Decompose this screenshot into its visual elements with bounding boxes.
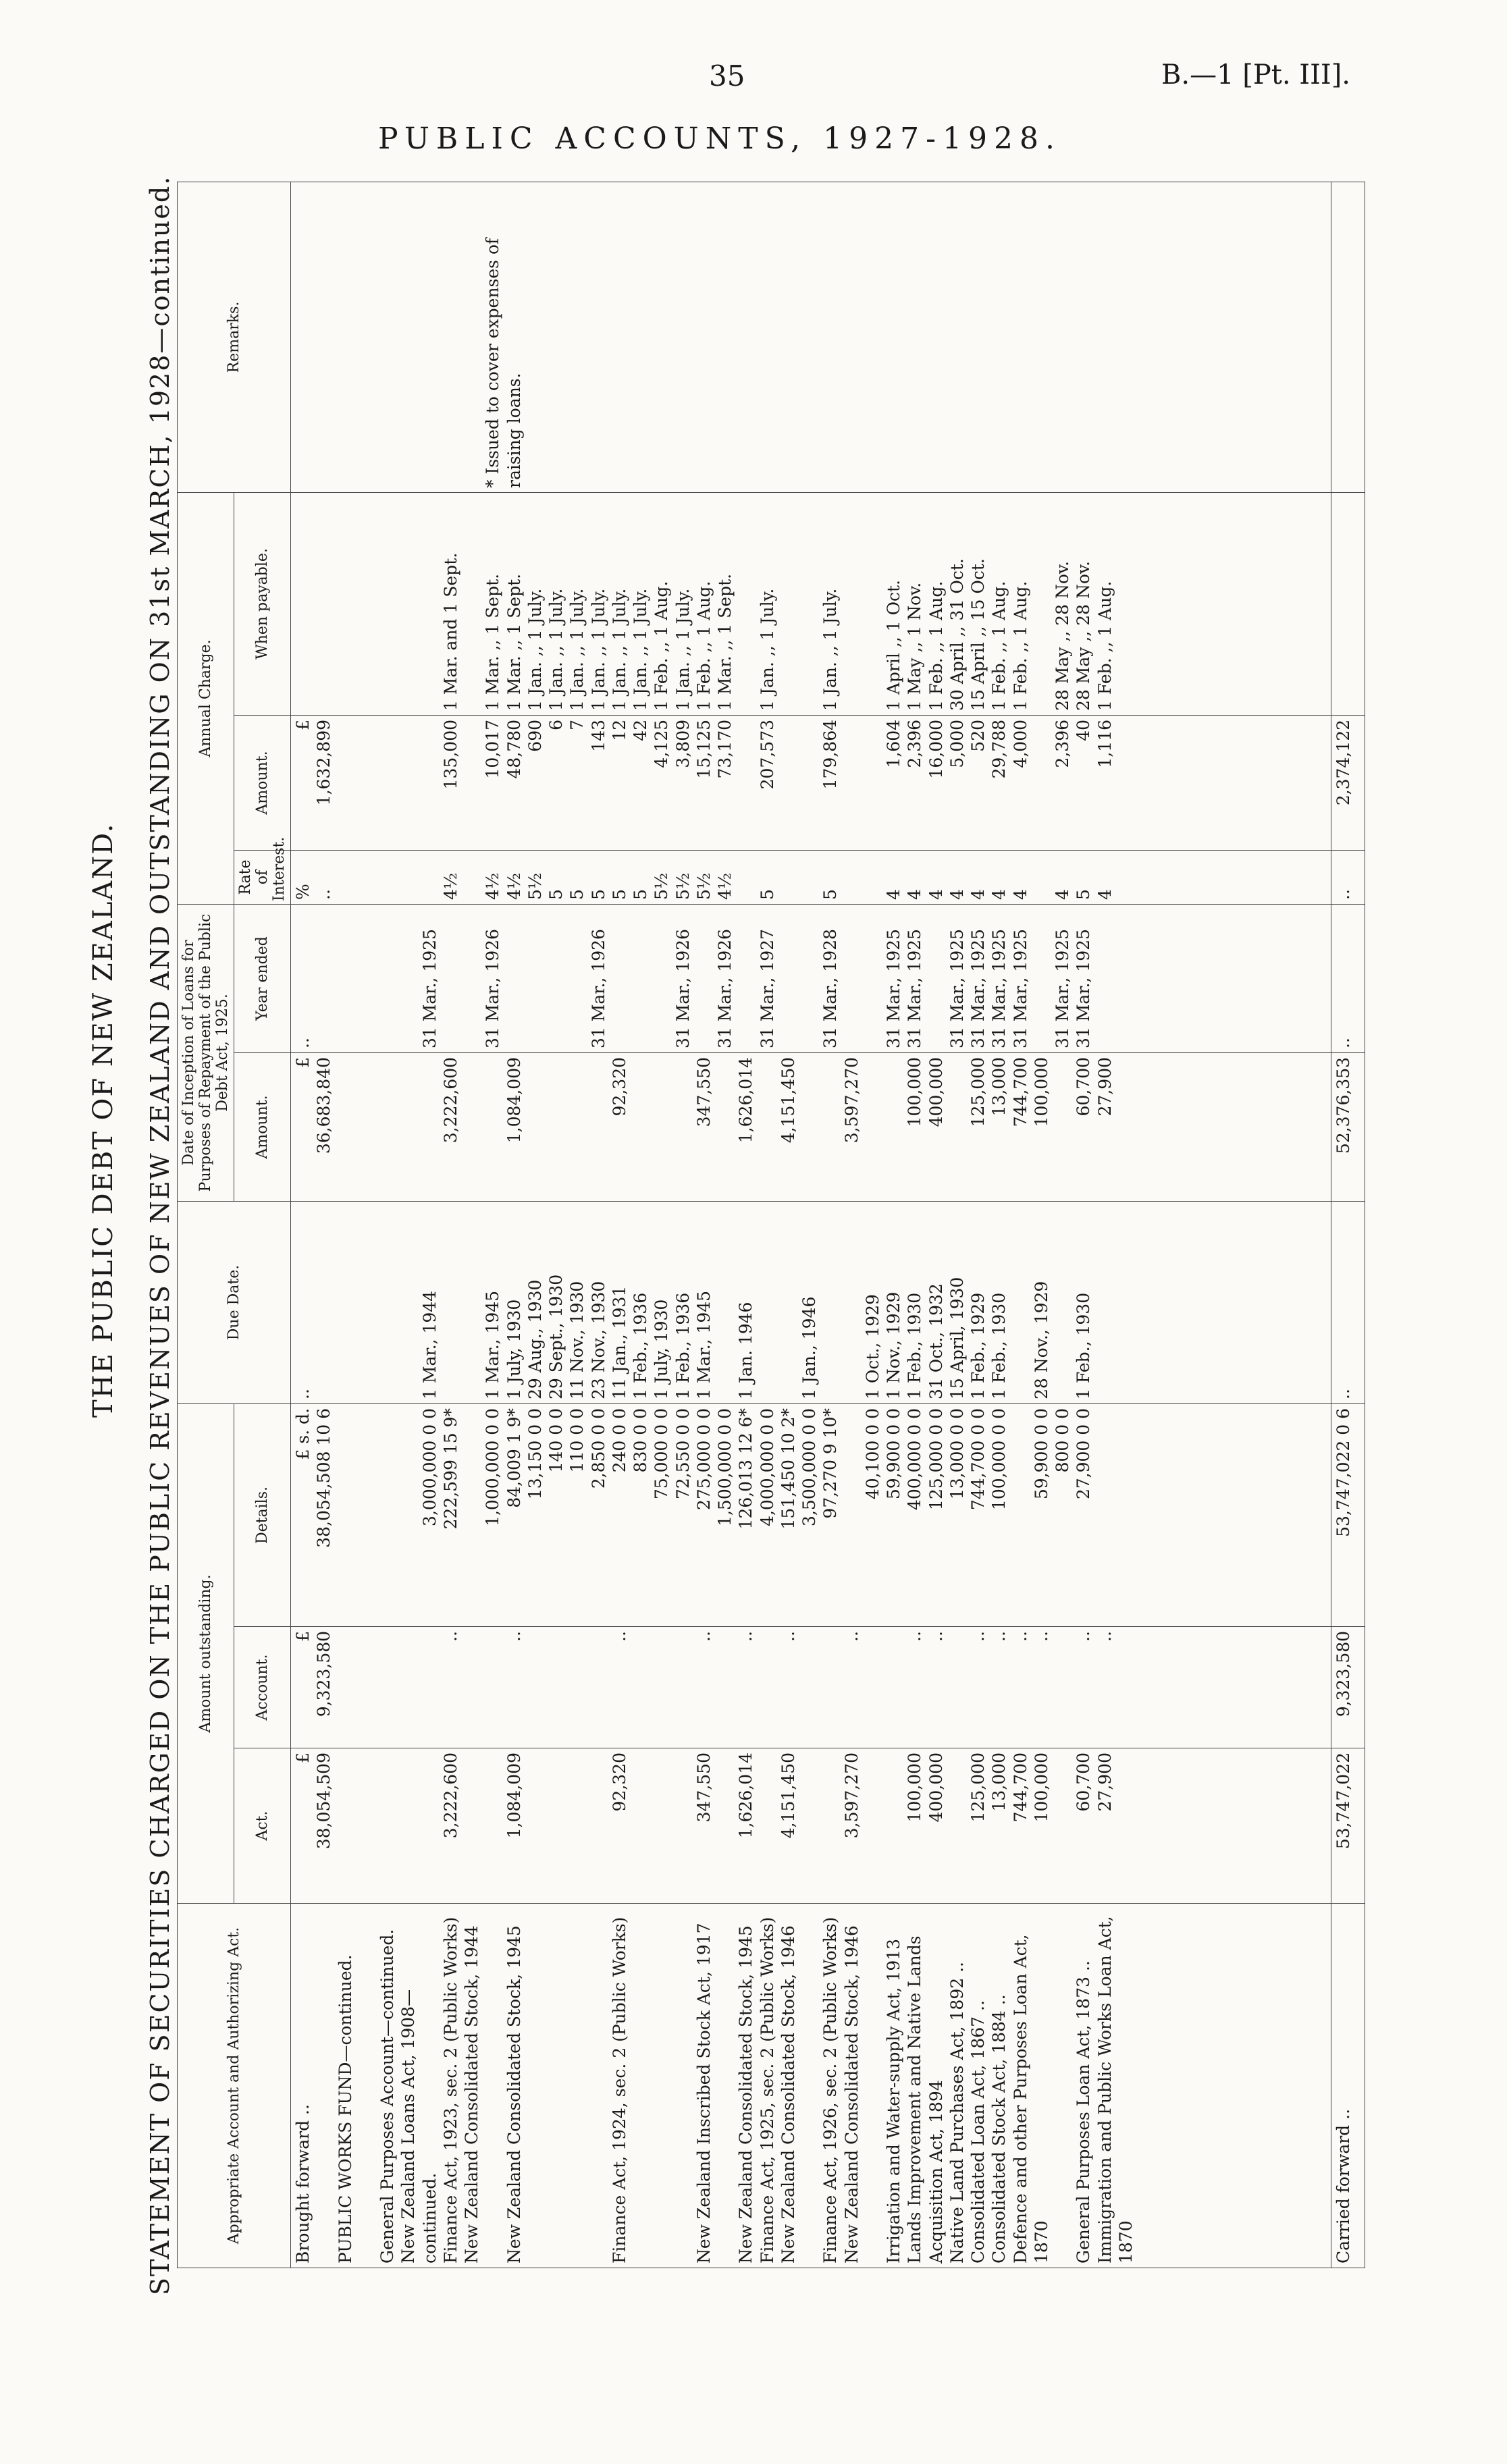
series-label: B.—1 [Pt. III]. — [1161, 59, 1351, 90]
running-title: PUBLIC ACCOUNTS, 1927-1928. — [378, 122, 1061, 156]
total-inc-year: .. — [1331, 904, 1365, 1052]
debt-table-wrapper — [177, 182, 1365, 2268]
header-inception: Date of Inception of Loans for Purposes of Repayment of the Public Debt Act, 1925. — [178, 904, 234, 1201]
column-details: £ s. d. 38,054,508 10 6 3,000,000 0 0 222,599 15 9* 1,000,000 0 0 84,009 1 9* 13,150 0 0 140 0 0 110 0 0 2,850 0 0 240 0 0 830 0 0 75,000 0 0 72,550 0 0 275,000 0 0 1,500,000 0 0 126,013 12 6* 4,000,000 0 0 151,450 10 2* 3,500,000 0 0 97,270 9 10* 40,100 0 0 59,900 0 0 400,000 0 0 125,000 0 0 13,000 0 0 744,700 0 0 100,000 0 0 59,900 0 0 800 0 0 27,900 0 0 — [291, 1403, 1331, 1626]
header-rate: Rate of Interest. — [234, 850, 291, 904]
total-due-date: .. — [1331, 1201, 1365, 1403]
header-remarks: Remarks. — [178, 182, 291, 492]
header-inc-amount: Amount. — [234, 1052, 291, 1201]
header-when-payable: When payable. — [234, 492, 291, 715]
total-label: Carried forward .. — [1331, 1904, 1365, 2268]
header-annual-charge: Annual Charge. — [178, 492, 234, 904]
column-ac-amount: £ 1,632,899 135,000 10,017 48,780 690 6 7 143 12 42 4,125 3,809 15,125 73,170 207,573 179,864 1,604 2,396 16,000 5,000 520 29,788 4,000 2,396 40 1,116 — [291, 715, 1331, 850]
total-ac-amount: 2,374,122 — [1331, 715, 1365, 850]
debt-table — [177, 182, 1365, 2268]
column-when-payable: 1 Mar. and 1 Sept. 1 Mar. ,, 1 Sept. 1 Mar. ,, 1 Sept. 1 Jan. ,, 1 July. 1 Jan. ,, 1 July. 1 Jan. ,, 1 July. 1 Jan. ,, 1 July. 1 Jan. ,, 1 July. 1 Jan. ,, 1 July. 1 Feb. ,, 1 Aug. 1 Jan. ,, 1 July. 1 Feb. ,, 1 Aug. 1 Mar. ,, 1 Sept. 1 Jan. ,, 1 July. 1 Jan. ,, 1 July. 1 April ,, 1 Oct. 1 May ,, 1 Nov. 1 Feb. ,, 1 Aug. 30 April ,, 31 Oct. 15 April ,, 15 Oct. 1 Feb. ,, 1 Aug. 1 Feb. ,, 1 Aug. 28 May ,, 28 Nov. 28 May ,, 28 Nov. 1 Feb. ,, 1 Aug. — [291, 492, 1331, 715]
header-inc-year: Year ended — [234, 904, 291, 1052]
page-number: 35 — [709, 59, 745, 92]
total-remarks — [1331, 182, 1365, 492]
header-ac-amount: Amount. — [234, 715, 291, 850]
column-due-date: .. 1 Mar., 1944 1 Mar., 1945 1 July, 1930 29 Aug., 1930 29 Sept., 1930 11 Nov., 1930 23 Nov., 1930 11 Jan., 1931 1 Feb., 1936 1 July, 1930 1 Feb., 1936 1 Mar., 1945 1 Jan. 1946 1 Jan., 1946 1 Oct., 1929 1 Nov., 1929 1 Feb., 1930 31 Oct., 1932 15 April, 1930 1 Feb., 1929 1 Feb., 1930 28 Nov., 1929 1 Feb., 1930 — [291, 1201, 1331, 1403]
header-details: Details. — [234, 1403, 291, 1626]
header-act: Act. — [234, 1748, 291, 1904]
total-details: 53,747,022 0 6 — [1331, 1403, 1365, 1626]
header-amount-outstanding: Amount outstanding. — [178, 1403, 234, 1903]
column-rate: % .. 4½ 4½ 4½ 5½ 5 5 5 5 5 5½ 5½ 5½ 4½ 5 5 4 4 4 4 4 4 4 4 5 4 — [291, 850, 1331, 904]
total-act: 53,747,022 — [1331, 1748, 1365, 1904]
header-due-date: Due Date. — [178, 1201, 291, 1403]
column-names: Brought forward .. PUBLIC WORKS FUND—continued. General Purposes Account—continued. New Zealand Loans Act, 1908—continued. Finance Act, 1923, sec. 2 (Public Works) New Zealand Consolidated Stock, 1944 New Zealand Consolidated Stock, 1945 Finance Act, 1924, sec. 2 (Public Works) New Zealand Inscribed Stock Act, 1917 New Zealand Consolidated Stock, 1945 Finance Act, 1925, sec. 2 (Public Works) New Zealand Consolidated Stock, 1946 Finance Act, 1926, sec. 2 (Public Works) New Zealand Consolidated Stock, 1946 Irrigation and Water-supply Act, 1913 Lands Improvement and Native Lands Acquisition Act, 1894 Native Land Purchases Act, 1892 .. Consolidated Loan Act, 1867 .. Consolidated Stock Act, 1884 .. Defence and other Purposes Loan Act, 1870 General Purposes Loan Act, 1873 .. Immigration and Public Works Loan Act, 1870 — [291, 1904, 1331, 2268]
header-account: Account. — [234, 1627, 291, 1748]
column-remarks: * Issued to cover expenses of raising loans. — [291, 182, 1331, 492]
total-rate: .. — [1331, 850, 1365, 904]
total-when-payable — [1331, 492, 1365, 715]
column-act: £ 38,054,509 3,222,600 1,084,009 92,320 347,550 1,626,014 4,151,450 3,597,270 100,000 400,000 125,000 13,000 744,700 100,000 60,700 27,900 — [291, 1748, 1331, 1904]
column-account: £ 9,323,580 .. .. .. .. .. .. .. .. .. .. .. .. .. .. .. — [291, 1627, 1331, 1748]
column-inc-amount: £ 36,683,840 3,222,600 1,084,009 92,320 347,550 1,626,014 4,151,450 3,597,270 100,000 400,000 125,000 13,000 744,700 100,000 60,700 27,900 — [291, 1052, 1331, 1201]
statement-title: STATEMENT OF SECURITIES CHARGED ON THE PUBLIC REVENUES OF NEW ZEALAND AND OUTSTANDING ON 31st MARCH, 1928—continued. — [145, 175, 175, 2295]
header-appropriate: Appropriate Account and Authorizing Act. — [178, 1904, 291, 2268]
total-inc-amount: 52,376,353 — [1331, 1052, 1365, 1201]
total-account: 9,323,580 — [1331, 1627, 1365, 1748]
column-inc-year: .. 31 Mar., 1925 31 Mar., 1926 31 Mar., 1926 31 Mar., 1926 31 Mar., 1926 31 Mar., 1927 31 Mar., 1928 31 Mar., 1925 31 Mar., 1925 31 Mar., 1925 31 Mar., 1925 31 Mar., 1925 31 Mar., 1925 31 Mar., 1925 31 Mar., 1925 — [291, 904, 1331, 1052]
page-title: THE PUBLIC DEBT OF NEW ZEALAND. — [88, 822, 119, 1418]
